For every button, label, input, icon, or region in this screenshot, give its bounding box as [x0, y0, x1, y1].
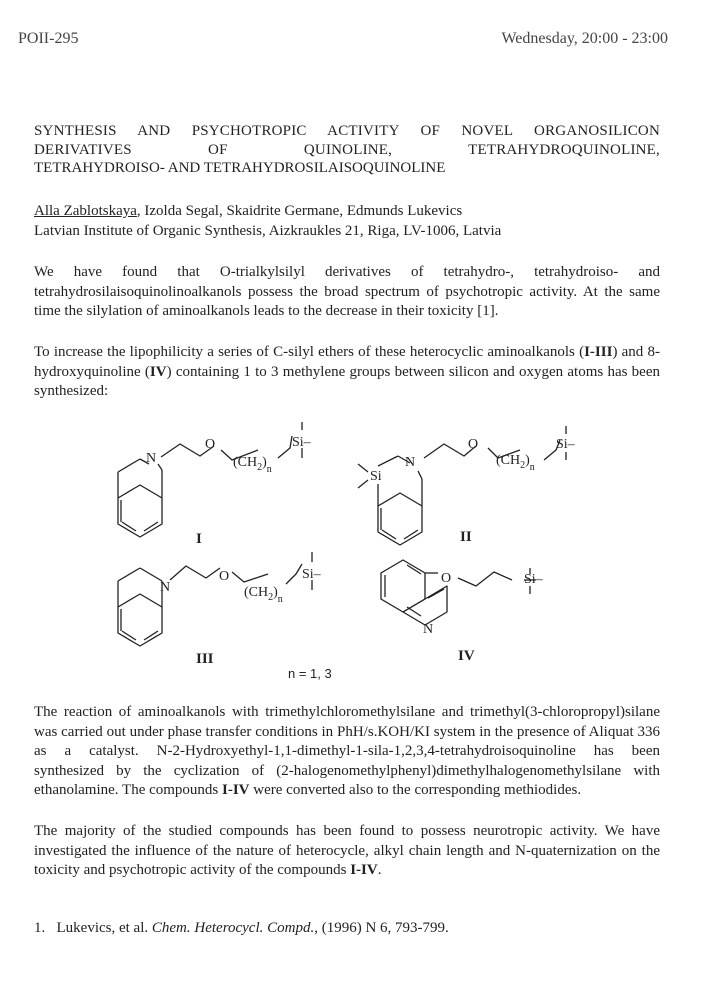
reference-number: 1. — [34, 920, 46, 936]
II-atom-N: N — [405, 455, 416, 470]
p3-text: The reaction of aminoalkanols with trimethylchloromethylsilane and trimethyl(3-chloropropyl)silane was carried out under phase transfer conditions in PhH/s.KOH/KI system in the presence of Aliquat 336 as a catalyst. N-2-Hydroxyethyl-1,1-dimethyl-1-sila-1,2,3,4-tetrahydroisoquinoline has been synthesized by the cyclization of (2-halogenomethylphenyl)dimethylhalogenomethylsilane with ethanolamine. The compounds — [34, 704, 660, 798]
reference-journal: Chem. Heterocycl. Compd. — [151, 920, 315, 936]
p4-text-end: . — [377, 862, 382, 878]
presenting-author: Alla Zablotskaya — [34, 203, 137, 219]
structure-IV — [381, 560, 536, 625]
p2-text-e: ) containing 1 to 3 methylene groups between silicon and oxygen atoms has been synthesized: — [34, 363, 660, 399]
p3-text-end: were converted also to the corresponding methiodides. — [249, 782, 582, 798]
p2-compounds-1: I-III — [584, 344, 613, 360]
abstract-code: POII-295 — [18, 30, 79, 47]
II-atom-Si-ring: Si — [370, 469, 382, 484]
co-authors: , Izolda Segal, Skaidrite Germane, Edmunds Lukevics — [136, 203, 463, 219]
III-atom-Si: Si– — [302, 567, 321, 582]
n-values: n = 1, 3 — [288, 666, 332, 681]
session-time: Wednesday, 20:00 - 23:00 — [501, 30, 668, 47]
label-IV: IV — [458, 648, 475, 664]
III-atom-O: O — [219, 569, 230, 584]
reference-details: , (1996) N 6, 793-799. — [314, 920, 449, 936]
I-atom-O: O — [205, 437, 216, 452]
structure-III — [118, 552, 312, 646]
author-list — [34, 203, 462, 220]
paragraph-1: We have found that O-trialkylsilyl derivatives of tetrahydro-, tetrahydroiso- and tetrahydrosilaisoquinolinoalkanols possess the broad spectrum of psychotropic activity. At the same time the silylation of aminoalkanols leads to the decrease in their toxicity [1]. — [34, 264, 660, 319]
affiliation: Latvian Institute of Organic Synthesis, Aizkraukles 21, Riga, LV-1006, Latvia — [34, 223, 502, 239]
label-I: I — [196, 531, 202, 547]
p3-compounds: I-IV — [222, 782, 250, 798]
paragraph-4 — [34, 822, 660, 881]
p2-text-a: To increase the lipophilicity a series of C-silyl ethers of these heterocyclic aminoalkanols ( — [34, 344, 585, 360]
structure-scheme — [0, 400, 704, 690]
I-ch2-group: $(CH_2)_n$ — [233, 455, 272, 475]
label-III: III — [196, 651, 214, 667]
title-line-2: DERIVATIVES OF QUINOLINE, TETRAHYDROQUINOLINE, — [34, 142, 660, 158]
II-atom-O: O — [468, 437, 479, 452]
structure-II — [358, 426, 566, 545]
p4-text: The majority of the studied compounds has been found to possess neurotropic activity. We have investigated the influence of the nature of heterocycle, alkyl chain length and N-quaternization on the toxicity and psychotropic activity of the compounds — [34, 823, 660, 878]
paragraph-3 — [34, 703, 660, 801]
title-line-1: SYNTHESIS AND PSYCHOTROPIC ACTIVITY OF NOVEL ORGANOSILICON — [34, 123, 660, 139]
IV-atom-N: N — [423, 622, 434, 637]
title-line-3: TETRAHYDROISO- AND TETRAHYDROSILAISOQUINOLINE — [34, 160, 446, 176]
reference-1 — [34, 920, 449, 937]
p2-compounds-2: IV — [149, 363, 167, 380]
paragraph-2 — [34, 343, 660, 402]
III-ch2-group: $(CH_2)_n$ — [244, 585, 283, 605]
I-atom-N: N — [146, 451, 157, 466]
IV-atom-O: O — [441, 571, 452, 586]
III-atom-N: N — [160, 580, 171, 595]
p2-text-c: ) and 8-hydroxyquinoline ( — [34, 344, 660, 380]
II-atom-Si: Si– — [556, 437, 575, 452]
reference-authors: Lukevics, et al. — [56, 920, 152, 936]
p4-compounds: I-IV — [350, 862, 378, 878]
label-II: II — [460, 529, 472, 545]
II-ch2-group: $(CH_2)_n$ — [496, 453, 535, 473]
IV-atom-Si: Si– — [524, 572, 543, 587]
I-atom-Si: Si– — [292, 435, 311, 450]
